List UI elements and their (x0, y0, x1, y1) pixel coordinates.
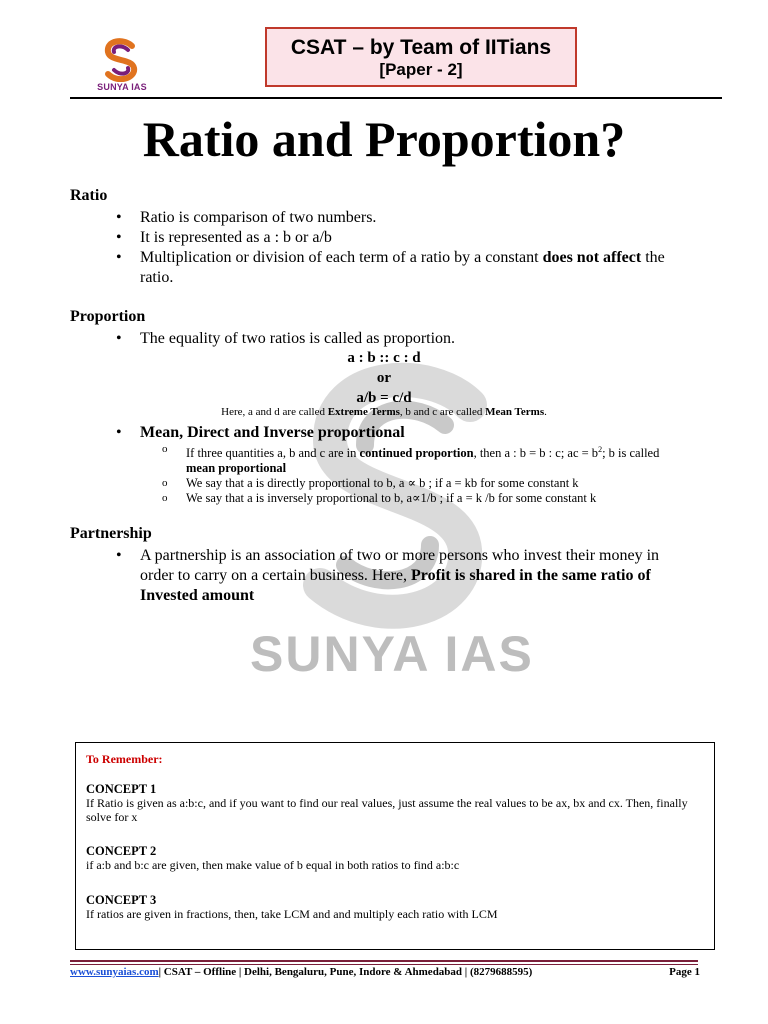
mean-direct-inverse-list (112, 423, 672, 443)
concept-2-body: if a:b and b:c are given, then make value of b equal in both ratios to find a:b:c (86, 858, 460, 872)
footer-text (70, 966, 630, 978)
page-title: Ratio and Proportion? (142, 111, 626, 167)
formula-or: or (376, 370, 392, 386)
concept-3-body: If ratios are given in fractions, then, take LCM and and multiply each ratio with LCM (86, 907, 498, 921)
list-item: o We say that a is directly proportional to b, a ∝ b ; if a = kb for some constant k (162, 476, 682, 491)
concept-1-heading: CONCEPT 1 (86, 782, 157, 796)
bold-text: Mean Terms (485, 406, 545, 418)
footer-info: | CSAT – Offline | Delhi, Bengaluru, Pune, Indore & Ahmedabad | (8279688595) (158, 966, 533, 978)
footer-rule (70, 960, 698, 962)
superscript: 2 (598, 445, 603, 454)
partnership-heading: Partnership (70, 525, 152, 542)
header-box (265, 27, 577, 87)
bold-text: continued proportion (359, 446, 474, 461)
list-item: • Ratio is comparison of two numbers. (112, 208, 672, 228)
list-item: • It is represented as a : b or a/b (112, 228, 672, 248)
terms-note (0, 405, 768, 419)
list-item: o We say that a is inversely proportional to b, a∝1/b ; if a = k /b for some constant k (162, 491, 682, 506)
text-span: the ratio. (140, 249, 665, 286)
text-span: Here, a and d are called (221, 406, 328, 418)
header-rule (70, 97, 722, 99)
proportion-bullets (112, 329, 672, 349)
list-item (162, 442, 682, 476)
text-span: , b and c are called (399, 406, 486, 418)
text-span: If three quantities a, b and c are in (186, 446, 360, 461)
page-number: Page 1 (669, 966, 700, 978)
watermark-text: SUNYA IAS (250, 626, 534, 682)
remember-title: To Remember: (86, 752, 163, 766)
bold-text: mean proportional (186, 461, 287, 476)
list-item (112, 423, 672, 443)
list-item: • The equality of two ratios is called as proportion. (112, 329, 672, 349)
ratio-heading: Ratio (70, 187, 108, 204)
list-item (112, 546, 672, 606)
proportional-sub-list (162, 442, 682, 506)
formula-line-1: a : b :: c : d (347, 350, 421, 366)
sunya-logo-icon (98, 38, 144, 82)
concept-3-heading: CONCEPT 3 (86, 893, 157, 907)
list-item (112, 248, 672, 288)
bold-text: Extreme Terms (327, 406, 400, 418)
bold-text: Mean, Direct and Inverse proportional (140, 424, 405, 441)
text-span: Multiplication or division of each term of a ratio by a constant (140, 249, 543, 266)
formula-line-2: a/b = c/d (356, 390, 412, 406)
concept-2-heading: CONCEPT 2 (86, 844, 157, 858)
header-title: CSAT – by Team of IITians (290, 36, 552, 59)
text-span: A partnership is an association of two or more persons who invest their money in order to carry on a certain business. Here, (140, 547, 660, 584)
text-span: ; b is called (602, 446, 660, 461)
logo-text: SUNYA IAS (97, 82, 147, 92)
concept-1-body: If Ratio is given as a:b:c, and if you want to find our real values, just assume the real values to be ax, bx and cx. Then, finally solve for x (86, 796, 688, 824)
text-span: . (544, 406, 547, 418)
bold-text: does not affect (542, 249, 642, 266)
website-link[interactable]: www.sunyaias.com (70, 966, 159, 978)
ratio-bullets (112, 208, 672, 288)
remember-box (75, 742, 715, 950)
footer-rule-thin (70, 964, 698, 965)
header-subtitle: [Paper - 2] (379, 60, 463, 79)
partnership-bullets (112, 546, 672, 606)
proportion-heading: Proportion (70, 308, 146, 325)
bold-text: Profit is shared in the same ratio of Invested amount (140, 567, 651, 604)
text-span: , then a : b = b : c; ac = b (473, 446, 599, 461)
